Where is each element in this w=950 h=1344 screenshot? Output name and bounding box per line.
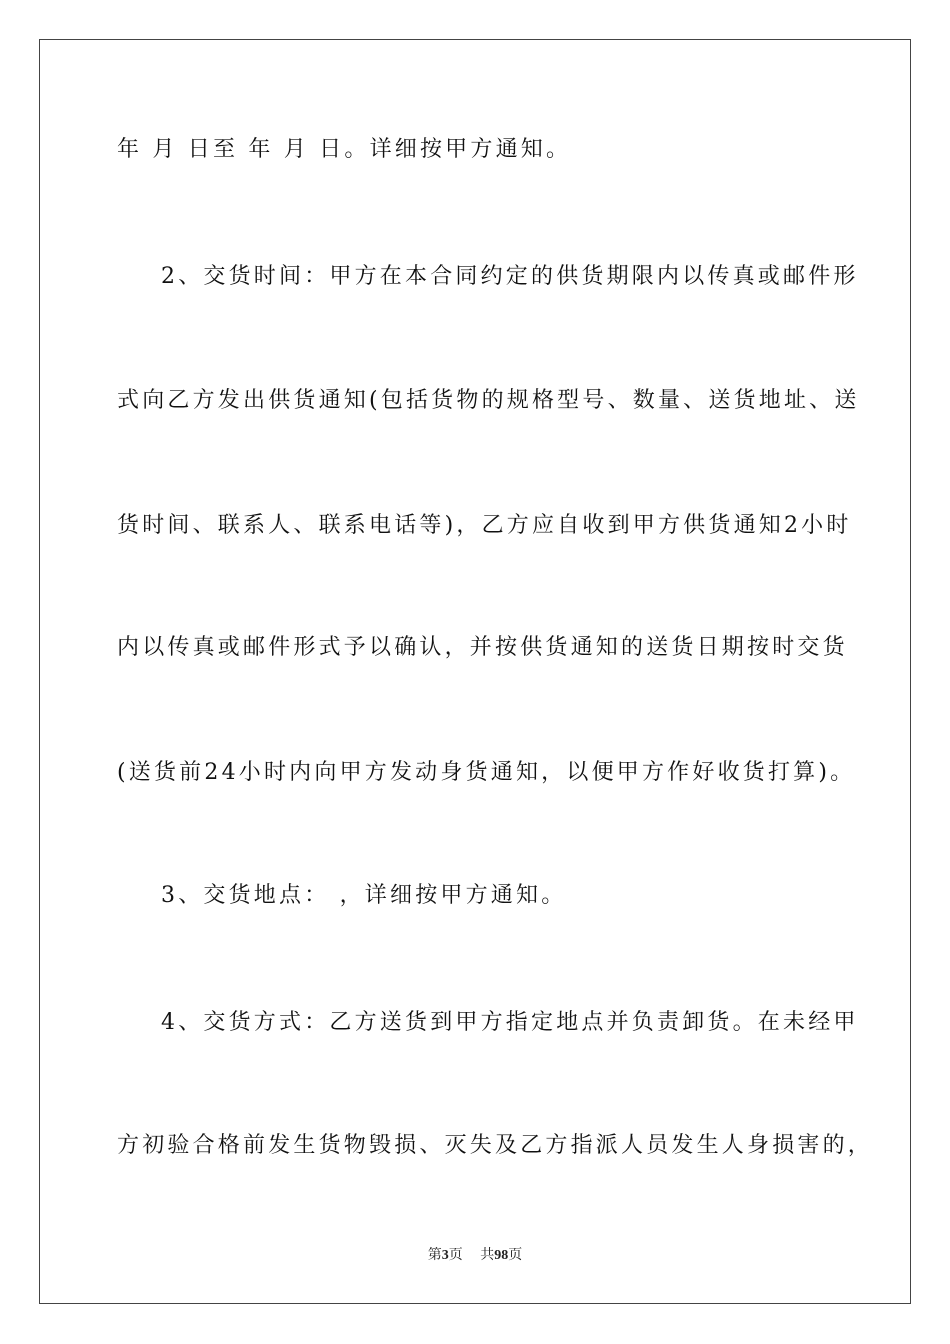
text-line-8: 4、交货方式：乙方送货到甲方指定地点并负责卸货。在未经甲 [161,1010,859,1035]
page-footer [0,1246,950,1266]
footer-total-pages: 98 [494,1248,509,1263]
text-line-5: 内以传真或邮件形式予以确认，并按供货通知的送货日期按时交货 [117,635,848,660]
footer-page-prefix: 第 [427,1248,442,1263]
text-line-1: 年 月 日至 年 月 日。详细按甲方通知。 [117,137,572,162]
footer-total-suffix: 页 [508,1248,523,1263]
text-line-9: 方初验合格前发生货物毁损、灭失及乙方指派人员发生人身损害的， [117,1133,874,1158]
text-line-7: 3、交货地点： ，详细按甲方通知。 [161,883,567,908]
page-border [39,39,911,1304]
footer-spacer [466,1248,477,1263]
text-line-4: 货时间、联系人、联系电话等)，乙方应自收到甲方供货通知2小时 [117,513,852,538]
text-line-2: 2、交货时间：甲方在本合同约定的供货期限内以传真或邮件形 [161,264,859,289]
footer-page-suffix: 页 [448,1248,463,1263]
text-line-3: 式向乙方发出供货通知(包括货物的规格型号、数量、送货地址、送 [117,388,860,413]
footer-total-prefix: 共 [480,1248,495,1263]
text-line-6: (送货前24小时内向甲方发动身货通知，以便甲方作好收货打算)。 [117,760,856,785]
footer-page-number: 3 [441,1248,449,1263]
